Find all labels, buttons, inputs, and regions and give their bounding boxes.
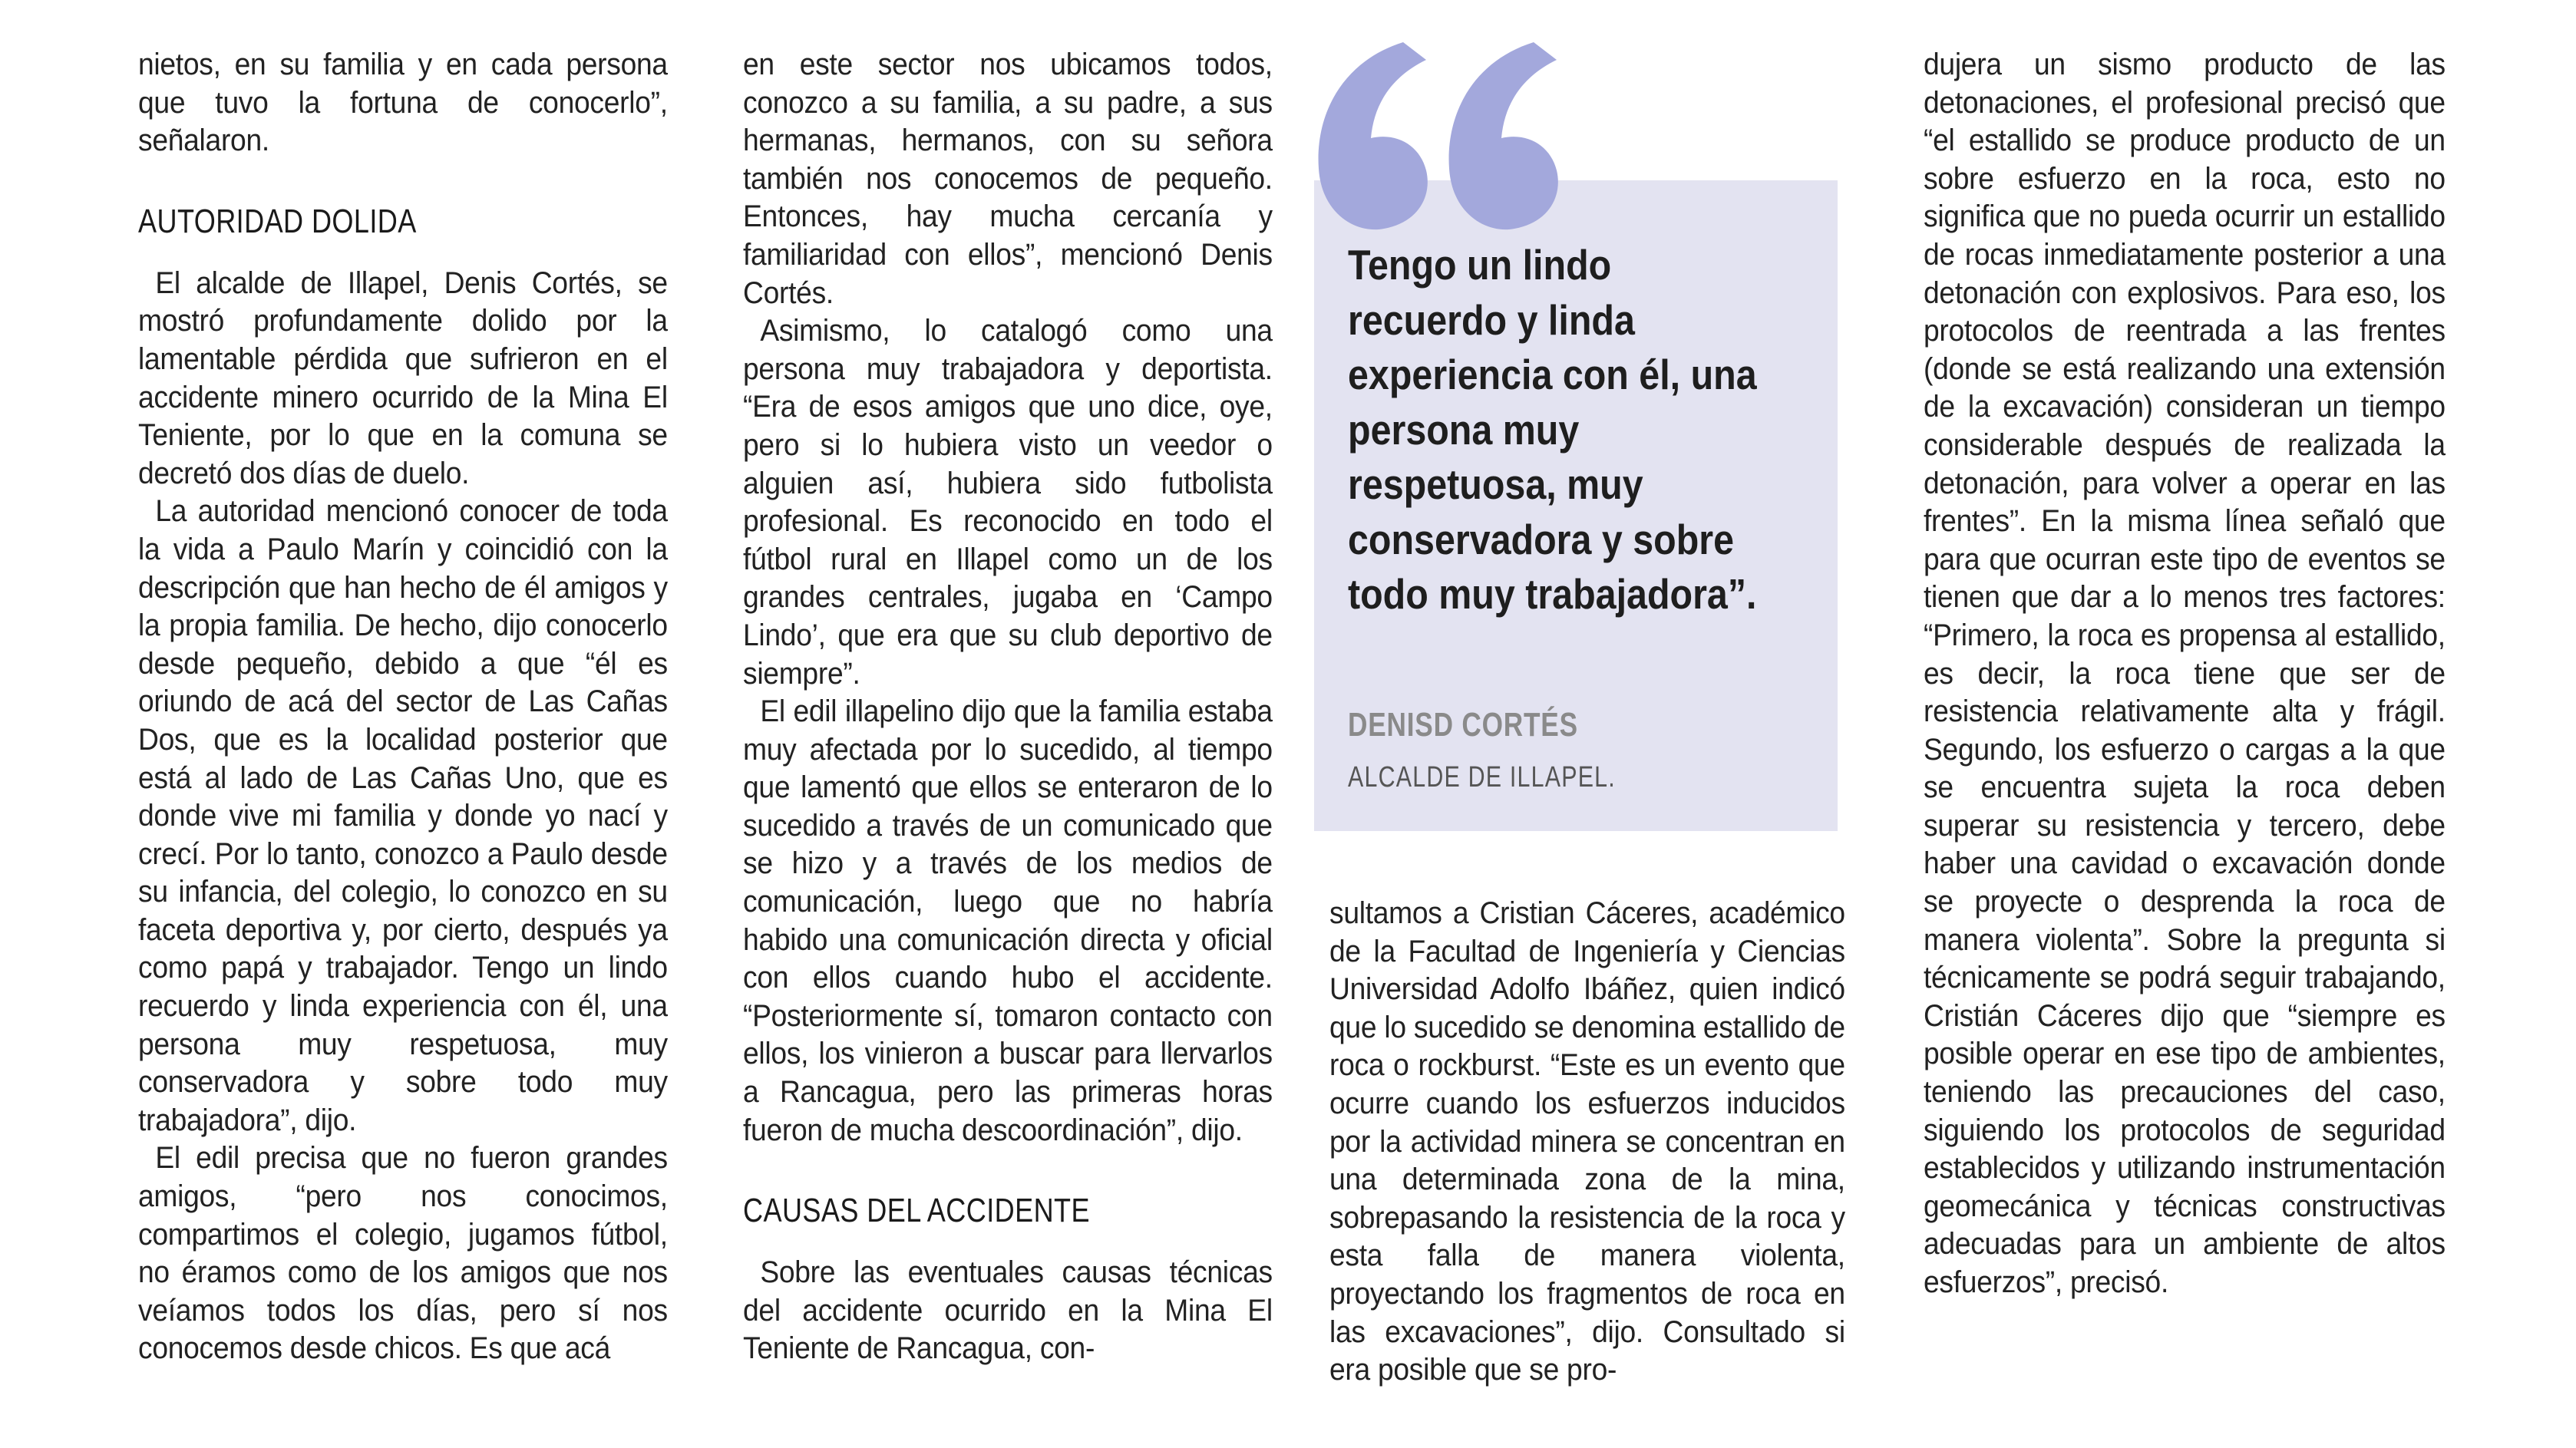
- column2-paragraph-2: Asimismo, lo catalogó como una persona muy trabajadora y deportista. “Era de esos amigos que uno dice, oye, pero si lo hubiera visto un veedor o alguien así, hubiera sido futbolista profesional. Es reconocido en todo el fútbol rural en Illapel como un de los grandes centrales, jugaba en ‘Campo Lindo’, que era que su club deportivo de siempre”.: [743, 314, 1273, 691]
- pullquote-text: Tengo un lindo recuerdo y linda experiencia con él, una persona muy respetuosa, muy conservadora y sobre todo muy trabajadora”.: [1348, 241, 1757, 618]
- column1-paragraph-2: El alcalde de Illapel, Denis Cortés, se mostró profundamente dolido por la lamentable pérdida que sufrieron en el accidente minero ocurrido de la Mina El Teniente, por lo que en la comuna se decretó dos días de duelo.: [138, 266, 668, 490]
- subhead-autoridad-dolida: AUTORIDAD DOLIDA: [138, 202, 417, 240]
- subhead-causas-del-accidente: CAUSAS DEL ACCIDENTE: [743, 1192, 1090, 1230]
- quote-marks-icon: [1311, 31, 1564, 238]
- article-column-1: [138, 46, 668, 1368]
- article-column-2: [743, 46, 1273, 1368]
- column1-paragraph-3: La autoridad mencionó conocer de toda la vida a Paulo Marín y coincidió con la descripción que han hecho de él amigos y la propia familia. De hecho, dijo conocerlo desde pequeño, debido a que “él es oriundo de acá del sector de Las Cañas Dos, que es la localidad posterior que está al lado de Las Cañas Uno, que es donde vive mi familia y donde yo nací y crecí. Por lo tanto, conozco a Paulo desde su infancia, del colegio, lo conozco en su faceta deportiva y, por cierto, después ya como papá y trabajador. Tengo un lindo recuerdo y linda experiencia con él, una persona muy respetuosa, muy conservadora y sobre todo muy trabajadora”, dijo.: [138, 494, 668, 1137]
- pullquote-role: ALCALDE DE ILLAPEL.: [1348, 761, 1616, 793]
- column4-paragraph-1: dujera un sismo producto de las detonaciones, el profesional precisó que “el estallido se produce producto de un sobre esfuerzo en la roca, esto no significa que no pueda ocurrir un estallido de rocas inmediatamente posterior a una detonación con explosivos. Para eso, los protocolos de reentrada a las frentes (donde se está realizando una extensión de la excavación) consideran un tiempo considerable después de realizada la detonación, para volver a operar en las frentes”. En la misma línea señaló que para que ocurran este tipo de eventos se tienen que dar a lo menos tres factores: “Primero, la roca es propensa al estallido, es decir, la roca tiene que ser de resistencia relativamente alta y frágil. Segundo, los esfuerzo o cargas a la que se encuentra sujeta la roca deben superar su resistencia y tercero, debe haber una cavidad o excavación donde se proyecte o desprenda la roca de manera violenta”. Sobre la pregunta si técnicamente se podrá seguir trabajando, Cristián Cáceres dijo que “siempre es posible operar en ese tipo de ambientes, teniendo las precauciones del caso, siguiendo los protocolos de seguridad establecidos y utilizando instrumentación geomecánica y técnicas constructivas adecuadas para un ambiente de altos esfuerzos”, precisó.: [1924, 48, 2446, 1299]
- pullquote-name: DENISD CORTÉS: [1348, 706, 1578, 744]
- column1-paragraph-4: El edil precisa que no fueron grandes amigos, “pero nos conocimos, compartimos el colegio, jugamos fútbol, no éramos como de los amigos que nos veíamos todos los días, pero sí nos conocemos desde chicos. Es que acá: [138, 1141, 668, 1366]
- article-column-3: [1329, 895, 1845, 1390]
- column2-paragraph-3: El edil illapelino dijo que la familia estaba muy afectada por lo sucedido, al tiempo que lamentó que ellos se enteraron de lo sucedido a través de un comunicado que se hizo y a través de los medios de comunicación, luego que no habría habido una comunicación directa y oficial con ellos cuando hubo el accidente. “Posteriormente sí, tomaron contacto con ellos, los vinieron a buscar para llervarlos a Rancagua, pero las primeras horas fueron de mucha descoordinación”, dijo.: [743, 694, 1273, 1147]
- column2-paragraph-4: Sobre las eventuales causas técnicas del accidente ocurrido en la Mina El Teniente de Rancagua, con-: [743, 1255, 1273, 1366]
- article-column-4: [1924, 46, 2446, 1302]
- column1-paragraph-1: nietos, en su familia y en cada persona que tuvo la fortuna de conocerlo”, señalaron.: [138, 48, 668, 158]
- column3-paragraph-1: sultamos a Cristian Cáceres, académico de la Facultad de Ingeniería y Ciencias Universidad Adolfo Ibáñez, quien indicó que lo sucedido se denomina estallido de roca o rockburst. “Este es un evento que ocurre cuando los esfuerzos inducidos por la actividad minera se concentran en una determinada zona de la mina, sobrepasando la resistencia de la roca y esta falla de manera violenta, proyectando los fragmentos de roca en las excavaciones”, dijo. Consultado si era posible que se pro-: [1329, 896, 1845, 1387]
- column2-paragraph-1: en este sector nos ubicamos todos, conozco a su familia, a su padre, a sus hermanas, hermanos, con su señora también nos conocemos de pequeño. Entonces, hay mucha cercanía y familiaridad con ellos”, mencionó Denis Cortés.: [743, 48, 1273, 310]
